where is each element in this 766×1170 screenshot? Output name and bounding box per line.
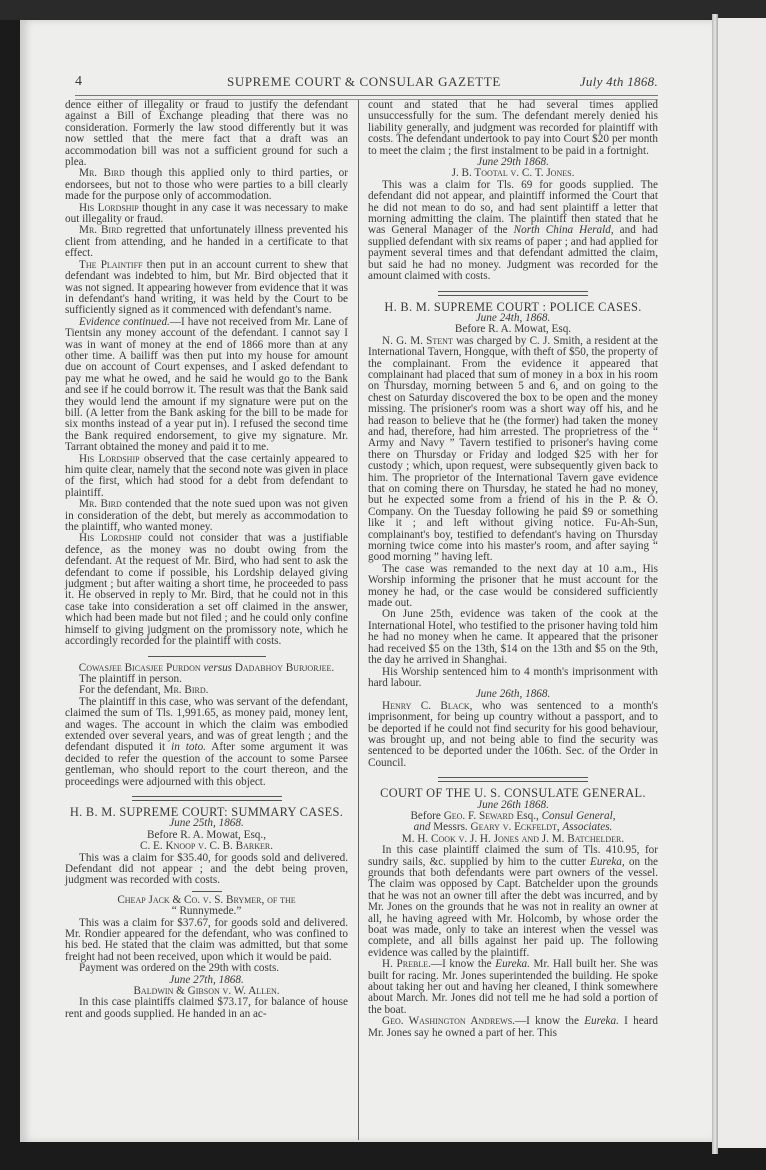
paragraph: Mr. Bird though this applied only to third parties, or endorsees, but not to those who were parties to a bill clearly made for the purpose only of accommodation. [65,167,348,203]
case-title: Cheap Jack & Co. v. S. Brymer, of the [117,893,296,906]
paragraph: Payment was ordered on the 29th with costs. [79,962,280,975]
case-title: J. B. Tootal v. C. T. Jones. [451,167,575,180]
court-before: Before R. A. Mowat, Esq., [146,828,266,841]
section-heading: H. B. M. SUPREME COURT: SUMMARY CASES. [69,804,344,819]
section-heading: H. B. M. SUPREME COURT : POLICE CASES. [384,299,642,314]
paragraph: This was a claim for Tls. 69 for goods supplied. The defendant did not appear, and plaintiff informed the Court that he did not mean to do so, and had sent plaintiff a letter that morning admitting the claim. The plaintiff then stated that he was General Manager of the North China Herald, and had supplied defendant with six reams of paper ; and had applied for payment several times and that defendant admitted the claim, but said he had no money. Judgment was recorded for the amount claimed with costs. [368,178,659,283]
section-rule [438,291,588,296]
paragraph: In this case plaintiffs claimed $73.17, for balance of house rent and goods supplied. He handed in an ac- [65,996,348,1020]
section-date: June 29th 1868. [477,156,549,169]
paragraph: His Worship sentenced him to 4 month's imprisonment with hard labour. [368,665,658,689]
paragraph: His Lordship could not consider that was a justifiable defence, as the money was no doubt owing from the defendant. At the request of Mr. Bird, who had sent to ask the defendant to come if possible, his Lordship delayed giving judgment ; but after waiting a short time, he proceeded to pass it. He observed in reply to Mr. Bird, that he could not in this case take into consideration a set off claimed in the answer, which had been made but not filed ; and he could only confine himself to giving judgment on the promissory note, which he accordingly recorded for the plaintiff with costs. [65,532,348,648]
paragraph: Mr. Bird contended that the note sued upon was not given in consideration of the debt, but merely as accommodation to the plaintiff, who wanted money. [65,498,348,534]
court-associates: and Messrs. Geary v. Eckfeldt, Associates. [413,821,613,834]
case-title: C. E. Knoop v. C. B. Barker. [140,840,273,853]
section-rule [148,656,266,657]
paragraph: In this case plaintiff claimed the sum of Tls. 410.95, for sundry sails, &c. supplied by him to the cutter Eureka, on the grounds that both defendants were part owners of the vessel. The claim was opposed by Capt. Batchelder upon the grounds that he was not an owner till after the debt was incurred, and by Mr. Jones on the grounds that he was not in reality an owner at all, he having agreed with Mr. Holcomb, by whose order the boat was made, only to take an interest when the vessel was complete, and all bills against her paid up. The following evidence was called by the plaintiff. [368,844,658,959]
issue-date: July 4th 1868. [579,74,658,89]
running-header [75,74,658,92]
paragraph: The plaintiff in person. [79,672,182,685]
section-rule [438,777,588,782]
paragraph: count and stated that he had several times applied unsuccessfully for the sum. The defendant merely denied his liability generally, and judgment was recorded for plaintiff with costs. The defendant undertook to pay into Court $20 per month to meet the claim ; the first instalment to be paid in a fortnight. [368,99,658,157]
left-column [65,100,348,1020]
case-rule [192,891,222,892]
page-number: 4 [75,74,83,89]
paragraph: Evidence continued.—I have not received from Mr. Lane of Tientsin any money account of the defendant. I cannot say I was in want of money at the end of 1866 more than at any other time. A bailiff was then put into my house for amount due on account of Court expenses, and I asked defendant to pay me what he owed, and he said he would go to the Bank and see if he could borrow it. The result was that the Bank said they would lend the amount if my signature were put on the bill. (A letter from the Bank asking for the bill to be made for six months instead of a year put in). I refused the second time the Bank required endorsement, to give my signature. Mr. Tarrant obtained the money and paid it to me. [65,315,348,454]
paragraph: This was a claim for $37.67, for goods sold and delivered. Mr. Rondier appeared for the defendant, who was confined to his bed. He stated that the claim was admitted, but that some freight had not been received, upon which it would be paid. [65,916,348,963]
paragraph: This was a claim for $35.40, for goods sold and delivered. Defendant did not appear ; and the debt being proven, judgment was recorded with costs. [65,851,348,887]
facing-page-edge [716,18,766,1148]
book-gutter [712,14,718,1154]
court-before: Before R. A. Mowat, Esq. [454,323,572,336]
column-divider [358,100,359,1140]
testimony: H. Preble.—I know the Eureka. Mr. Hall built her. She was built for racing. Mr. Jones superintended the building. He spoke about taking her out and having her cleaned, I think somewhere about March. Mr. Jones did not tell me he had sold a portion of the boat. [368,958,658,1016]
paragraph: For the defendant, Mr. Bird. [79,684,209,697]
case-title: M. H. Cook v. J. H. Jones and J. M. Batchelder. [401,832,625,845]
court-before: Before Geo. F. Seward Esq., Consul General, [410,809,616,822]
scanner-frame [0,0,766,20]
section-heading: COURT OF THE U. S. CONSULATE GENERAL. [380,786,646,801]
section-date: June 27th, 1868. [169,973,244,986]
section-rule [132,796,282,801]
paragraph: The plaintiff in this case, who was servant of the defendant, claimed the sum of Tls. 1,991.65, as money paid, money lent, and wages. The account in which the claim was embodied extended over several years, and was of great length ; and the defendant disputed it in toto. After some argument it was decided to refer the question of the account to some Parsee gentleman, who should report to the court thereon, and the proceedings were adjourned with this object. [65,695,349,788]
paragraph: On June 25th, evidence was taken of the cook at the International Hotel, who testified to the prisoner having told him he had no money when he came. It appeared that the prisoner had received $5 on the 13th, $14 on the 13th and $5 on the 9th, the day he arrived in Shanghai. [368,608,658,667]
testimony: Geo. Washington Andrews.—I know the Eureka. I heard Mr. Jones say he owned a part of her. This [368,1015,658,1039]
section-date: June 26th 1868. [477,798,549,811]
section-date: June 25th, 1868. [169,817,244,830]
paragraph: The case was remanded to the next day at 10 a.m., His Worship informing the prisoner that he must account for the money he had, or the case would be considered sufficiently made out. [368,562,658,610]
paragraph: dence either of illegality or fraud to justify the defendant against a Bill of Exchange pleading that there was no consideration. Formerly the law stood differently but it was now settled that the mere fact that a draft was an accommodation bill was not a sufficient ground for such a plea. [65,99,348,169]
paragraph: N. G. M. Stent was charged by C. J. Smith, a resident at the International Tavern, Hongque, with theft of $50, the property of the complainant. From the evidence it appeared that complainant had placed that sum of money in a box in his room on Thursday, morning between 5 and 6, and on going to the chest on Saturday discovered the box to be open and the money missing. The prisioner's room was a short way off his, and he had reason to believe that he (the former) had taken the money and had, therefore, had him arrested. The proprietress of the “ Army and Navy ” Tavern testified to prisoner's having come there on Thursday or Friday and lodged $25 with her for custody ; which, upon request, were subsequently given back to him. The proprietor of the International Tavern gave evidence that on coming there on Thursday, he stated he had no money, but he expected some from a friend of his in the P. & O. Company. On the Tuesday following he paid $9 or something like it ; and left without giving notice. Fu-Ah-Sun, complainant's boy, testified to defendant's having on Thursday morning twice come into his master's room, and after saying “ good morning ” having left. [368,334,659,564]
right-column [368,100,658,1039]
case-title: Cowasjee Bicasjee Purdon versus Dadabhoy Burjorjee. [78,661,335,674]
paragraph: His Lordship thought in any case it was necessary to make out illegality or fraud. [65,201,348,226]
section-date: June 24th, 1868. [475,311,551,324]
section-date: June 26th, 1868. [475,688,551,701]
paragraph: His Lordship observed that the case certainly appeared to him quite clear, namely that the second note was given in place of the first, which had stood for a debt from defendant to plaintiff. [65,452,348,499]
paragraph: Mr. Bird regretted that unfortunately illness prevented his client from attending, and he handed in a certificate to that effect. [65,224,348,260]
case-title: Baldwin & Gibson v. W. Allen. [133,985,280,998]
publication-title: SUPREME COURT & CONSULAR GAZETTE [227,74,501,89]
case-title-cont: “ Runnymede.” [171,905,242,918]
paragraph: The Plaintiff then put in an account current to shew that defendant was indebted to him, but Mr. Bird objected that it was not signed. It appearing however from evidence that it was in defendant's hand writing, it was held by the Court to be sufficiently signed as it commenced with defendant's name. [65,258,349,317]
paragraph: Henry C. Black, who was sentenced to a month's imprisonment, for being up country without a passport, and to be deported if he could not find security for his good behaviour, was brought up, and not being able to find the security was sentenced to be deported under the 106th. Sec. of the Order in Council. [368,699,658,769]
